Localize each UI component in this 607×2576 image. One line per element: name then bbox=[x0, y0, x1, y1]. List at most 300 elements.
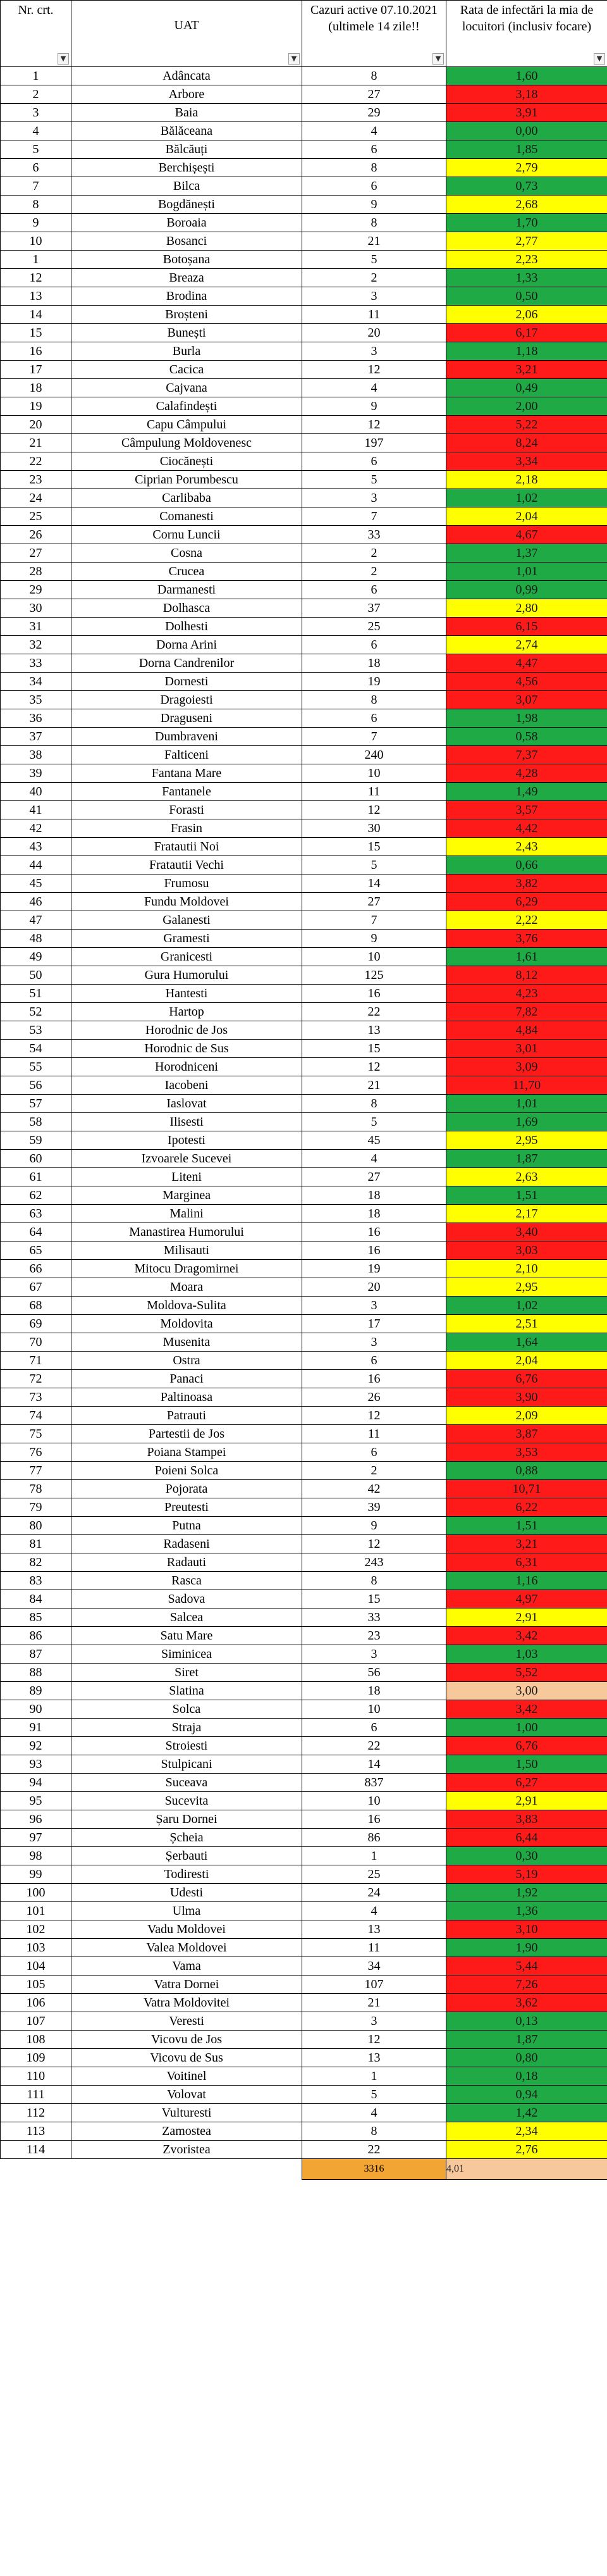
row-rata-cell[interactable]: 3,18 bbox=[446, 85, 607, 104]
row-cazuri-cell[interactable]: 5 bbox=[302, 251, 446, 269]
row-cazuri-cell[interactable]: 6 bbox=[302, 1352, 446, 1370]
row-cazuri-cell[interactable]: 4 bbox=[302, 2104, 446, 2122]
row-cazuri-cell[interactable]: 12 bbox=[302, 1535, 446, 1553]
row-rata-cell[interactable]: 3,87 bbox=[446, 1425, 607, 1443]
row-nr-cell[interactable]: 34 bbox=[1, 673, 71, 691]
row-rata-cell[interactable]: 2,74 bbox=[446, 636, 607, 654]
row-uat-cell[interactable]: Manastirea Humorului bbox=[71, 1223, 302, 1241]
row-uat-cell[interactable]: Paltinoasa bbox=[71, 1388, 302, 1407]
row-cazuri-cell[interactable]: 9 bbox=[302, 930, 446, 948]
row-uat-cell[interactable]: Stroiesti bbox=[71, 1737, 302, 1755]
row-cazuri-cell[interactable]: 8 bbox=[302, 159, 446, 177]
row-cazuri-cell[interactable]: 21 bbox=[302, 1076, 446, 1095]
row-uat-cell[interactable]: Zvoristea bbox=[71, 2141, 302, 2159]
row-nr-cell[interactable]: 71 bbox=[1, 1352, 71, 1370]
row-cazuri-cell[interactable]: 22 bbox=[302, 1737, 446, 1755]
row-uat-cell[interactable]: Cornu Luncii bbox=[71, 526, 302, 544]
row-rata-cell[interactable]: 6,31 bbox=[446, 1553, 607, 1572]
row-cazuri-cell[interactable]: 13 bbox=[302, 2049, 446, 2067]
row-nr-cell[interactable]: 3 bbox=[1, 104, 71, 122]
row-cazuri-cell[interactable]: 13 bbox=[302, 1920, 446, 1939]
row-uat-cell[interactable]: Calafindești bbox=[71, 397, 302, 416]
row-uat-cell[interactable]: Brodina bbox=[71, 287, 302, 306]
row-cazuri-cell[interactable]: 13 bbox=[302, 1021, 446, 1040]
row-nr-cell[interactable]: 61 bbox=[1, 1168, 71, 1186]
row-uat-cell[interactable]: Dornesti bbox=[71, 673, 302, 691]
row-rata-cell[interactable]: 0,18 bbox=[446, 2067, 607, 2086]
row-uat-cell[interactable]: Falticeni bbox=[71, 746, 302, 764]
row-nr-cell[interactable]: 84 bbox=[1, 1590, 71, 1608]
row-rata-cell[interactable]: 4,84 bbox=[446, 1021, 607, 1040]
row-nr-cell[interactable]: 51 bbox=[1, 985, 71, 1003]
row-uat-cell[interactable]: Arbore bbox=[71, 85, 302, 104]
row-nr-cell[interactable]: 54 bbox=[1, 1040, 71, 1058]
row-cazuri-cell[interactable]: 16 bbox=[302, 985, 446, 1003]
row-cazuri-cell[interactable]: 20 bbox=[302, 1278, 446, 1297]
row-rata-cell[interactable]: 2,34 bbox=[446, 2122, 607, 2141]
row-uat-cell[interactable]: Crucea bbox=[71, 563, 302, 581]
row-rata-cell[interactable]: 2,06 bbox=[446, 306, 607, 324]
row-uat-cell[interactable]: Partestii de Jos bbox=[71, 1425, 302, 1443]
row-uat-cell[interactable]: Satu Mare bbox=[71, 1627, 302, 1645]
row-rata-cell[interactable]: 3,90 bbox=[446, 1388, 607, 1407]
row-uat-cell[interactable]: Gura Humorului bbox=[71, 966, 302, 985]
row-rata-cell[interactable]: 3,42 bbox=[446, 1627, 607, 1645]
row-cazuri-cell[interactable]: 8 bbox=[302, 691, 446, 709]
row-cazuri-cell[interactable]: 19 bbox=[302, 673, 446, 691]
row-nr-cell[interactable]: 31 bbox=[1, 618, 71, 636]
row-rata-cell[interactable]: 5,52 bbox=[446, 1664, 607, 1682]
row-rata-cell[interactable]: 2,76 bbox=[446, 2141, 607, 2159]
row-rata-cell[interactable]: 1,02 bbox=[446, 1297, 607, 1315]
row-nr-cell[interactable]: 87 bbox=[1, 1645, 71, 1664]
row-uat-cell[interactable]: Galanesti bbox=[71, 911, 302, 930]
row-cazuri-cell[interactable]: 18 bbox=[302, 654, 446, 673]
row-cazuri-cell[interactable]: 18 bbox=[302, 1205, 446, 1223]
row-cazuri-cell[interactable]: 16 bbox=[302, 1223, 446, 1241]
row-nr-cell[interactable]: 2 bbox=[1, 85, 71, 104]
row-uat-cell[interactable]: Șcheia bbox=[71, 1829, 302, 1847]
row-nr-cell[interactable]: 38 bbox=[1, 746, 71, 764]
row-rata-cell[interactable]: 3,03 bbox=[446, 1241, 607, 1260]
row-uat-cell[interactable]: Marginea bbox=[71, 1186, 302, 1205]
row-nr-cell[interactable]: 105 bbox=[1, 1976, 71, 1994]
row-rata-cell[interactable]: 6,76 bbox=[446, 1737, 607, 1755]
row-rata-cell[interactable]: 0,50 bbox=[446, 287, 607, 306]
row-nr-cell[interactable]: 114 bbox=[1, 2141, 71, 2159]
row-cazuri-cell[interactable]: 20 bbox=[302, 324, 446, 342]
row-cazuri-cell[interactable]: 9 bbox=[302, 196, 446, 214]
row-rata-cell[interactable]: 3,42 bbox=[446, 1700, 607, 1719]
row-cazuri-cell[interactable]: 4 bbox=[302, 1150, 446, 1168]
row-cazuri-cell[interactable]: 37 bbox=[302, 599, 446, 618]
row-nr-cell[interactable]: 5 bbox=[1, 140, 71, 159]
row-cazuri-cell[interactable]: 243 bbox=[302, 1553, 446, 1572]
row-rata-cell[interactable]: 3,00 bbox=[446, 1682, 607, 1700]
row-uat-cell[interactable]: Poieni Solca bbox=[71, 1462, 302, 1480]
row-nr-cell[interactable]: 36 bbox=[1, 709, 71, 728]
row-nr-cell[interactable]: 66 bbox=[1, 1260, 71, 1278]
row-nr-cell[interactable]: 73 bbox=[1, 1388, 71, 1407]
row-uat-cell[interactable]: Moara bbox=[71, 1278, 302, 1297]
row-rata-cell[interactable]: 1,50 bbox=[446, 1755, 607, 1774]
row-uat-cell[interactable]: Liteni bbox=[71, 1168, 302, 1186]
row-nr-cell[interactable]: 102 bbox=[1, 1920, 71, 1939]
row-uat-cell[interactable]: Hantesti bbox=[71, 985, 302, 1003]
row-uat-cell[interactable]: Dorna Candrenilor bbox=[71, 654, 302, 673]
row-uat-cell[interactable]: Radaseni bbox=[71, 1535, 302, 1553]
row-nr-cell[interactable]: 67 bbox=[1, 1278, 71, 1297]
row-nr-cell[interactable]: 63 bbox=[1, 1205, 71, 1223]
row-uat-cell[interactable]: Bosanci bbox=[71, 232, 302, 251]
row-cazuri-cell[interactable]: 2 bbox=[302, 1462, 446, 1480]
row-cazuri-cell[interactable]: 3 bbox=[302, 489, 446, 507]
row-nr-cell[interactable]: 62 bbox=[1, 1186, 71, 1205]
row-cazuri-cell[interactable]: 10 bbox=[302, 1792, 446, 1810]
row-cazuri-cell[interactable]: 3 bbox=[302, 342, 446, 361]
row-rata-cell[interactable]: 2,04 bbox=[446, 507, 607, 526]
row-nr-cell[interactable]: 27 bbox=[1, 544, 71, 563]
row-uat-cell[interactable]: Burla bbox=[71, 342, 302, 361]
row-nr-cell[interactable]: 26 bbox=[1, 526, 71, 544]
row-cazuri-cell[interactable]: 7 bbox=[302, 911, 446, 930]
row-uat-cell[interactable]: Horodnic de Jos bbox=[71, 1021, 302, 1040]
row-rata-cell[interactable]: 1,18 bbox=[446, 342, 607, 361]
row-rata-cell[interactable]: 6,22 bbox=[446, 1498, 607, 1517]
row-nr-cell[interactable]: 72 bbox=[1, 1370, 71, 1388]
row-cazuri-cell[interactable]: 2 bbox=[302, 563, 446, 581]
row-nr-cell[interactable]: 10 bbox=[1, 232, 71, 251]
row-uat-cell[interactable]: Boroaia bbox=[71, 214, 302, 232]
row-rata-cell[interactable]: 2,43 bbox=[446, 838, 607, 856]
row-nr-cell[interactable]: 68 bbox=[1, 1297, 71, 1315]
row-cazuri-cell[interactable]: 3 bbox=[302, 1645, 446, 1664]
row-nr-cell[interactable]: 44 bbox=[1, 856, 71, 874]
row-uat-cell[interactable]: Panaci bbox=[71, 1370, 302, 1388]
row-cazuri-cell[interactable]: 8 bbox=[302, 1095, 446, 1113]
row-rata-cell[interactable]: 0,99 bbox=[446, 581, 607, 599]
row-cazuri-cell[interactable]: 26 bbox=[302, 1388, 446, 1407]
row-rata-cell[interactable]: 2,91 bbox=[446, 1792, 607, 1810]
row-rata-cell[interactable]: 6,44 bbox=[446, 1829, 607, 1847]
row-rata-cell[interactable]: 7,26 bbox=[446, 1976, 607, 1994]
row-rata-cell[interactable]: 1,03 bbox=[446, 1645, 607, 1664]
row-cazuri-cell[interactable]: 14 bbox=[302, 1755, 446, 1774]
row-nr-cell[interactable]: 56 bbox=[1, 1076, 71, 1095]
row-nr-cell[interactable]: 94 bbox=[1, 1774, 71, 1792]
row-rata-cell[interactable]: 4,67 bbox=[446, 526, 607, 544]
row-rata-cell[interactable]: 3,76 bbox=[446, 930, 607, 948]
row-rata-cell[interactable]: 1,51 bbox=[446, 1517, 607, 1535]
row-nr-cell[interactable]: 20 bbox=[1, 416, 71, 434]
row-cazuri-cell[interactable]: 7 bbox=[302, 728, 446, 746]
row-rata-cell[interactable]: 3,10 bbox=[446, 1920, 607, 1939]
row-uat-cell[interactable]: Ilisesti bbox=[71, 1113, 302, 1131]
row-uat-cell[interactable]: Todiresti bbox=[71, 1865, 302, 1884]
row-nr-cell[interactable]: 30 bbox=[1, 599, 71, 618]
row-uat-cell[interactable]: Bunești bbox=[71, 324, 302, 342]
row-uat-cell[interactable]: Straja bbox=[71, 1719, 302, 1737]
row-rata-cell[interactable]: 2,91 bbox=[446, 1608, 607, 1627]
row-rata-cell[interactable]: 1,02 bbox=[446, 489, 607, 507]
row-nr-cell[interactable]: 111 bbox=[1, 2086, 71, 2104]
row-uat-cell[interactable]: Moldovita bbox=[71, 1315, 302, 1333]
row-rata-cell[interactable]: 4,42 bbox=[446, 819, 607, 838]
row-rata-cell[interactable]: 0,66 bbox=[446, 856, 607, 874]
row-rata-cell[interactable]: 6,27 bbox=[446, 1774, 607, 1792]
row-cazuri-cell[interactable]: 240 bbox=[302, 746, 446, 764]
filter-dropdown-nr-icon[interactable]: ▼ bbox=[58, 53, 69, 65]
row-nr-cell[interactable]: 50 bbox=[1, 966, 71, 985]
row-nr-cell[interactable]: 19 bbox=[1, 397, 71, 416]
row-rata-cell[interactable]: 1,64 bbox=[446, 1333, 607, 1352]
row-cazuri-cell[interactable]: 12 bbox=[302, 801, 446, 819]
row-nr-cell[interactable]: 78 bbox=[1, 1480, 71, 1498]
row-uat-cell[interactable]: Valea Moldovei bbox=[71, 1939, 302, 1957]
row-uat-cell[interactable]: Dolhasca bbox=[71, 599, 302, 618]
row-cazuri-cell[interactable]: 125 bbox=[302, 966, 446, 985]
row-cazuri-cell[interactable]: 3 bbox=[302, 1333, 446, 1352]
row-cazuri-cell[interactable]: 11 bbox=[302, 1425, 446, 1443]
row-uat-cell[interactable]: Forasti bbox=[71, 801, 302, 819]
row-cazuri-cell[interactable]: 197 bbox=[302, 434, 446, 452]
row-rata-cell[interactable]: 2,51 bbox=[446, 1315, 607, 1333]
row-rata-cell[interactable]: 6,17 bbox=[446, 324, 607, 342]
row-rata-cell[interactable]: 5,19 bbox=[446, 1865, 607, 1884]
row-uat-cell[interactable]: Sucevita bbox=[71, 1792, 302, 1810]
row-cazuri-cell[interactable]: 18 bbox=[302, 1682, 446, 1700]
row-uat-cell[interactable]: Broșteni bbox=[71, 306, 302, 324]
row-rata-cell[interactable]: 6,76 bbox=[446, 1370, 607, 1388]
row-cazuri-cell[interactable]: 12 bbox=[302, 1058, 446, 1076]
row-rata-cell[interactable]: 2,00 bbox=[446, 397, 607, 416]
row-rata-cell[interactable]: 1,87 bbox=[446, 2031, 607, 2049]
row-cazuri-cell[interactable]: 3 bbox=[302, 2012, 446, 2031]
row-rata-cell[interactable]: 6,29 bbox=[446, 893, 607, 911]
row-cazuri-cell[interactable]: 6 bbox=[302, 636, 446, 654]
row-cazuri-cell[interactable]: 18 bbox=[302, 1186, 446, 1205]
row-rata-cell[interactable]: 8,12 bbox=[446, 966, 607, 985]
row-rata-cell[interactable]: 4,56 bbox=[446, 673, 607, 691]
row-nr-cell[interactable]: 82 bbox=[1, 1553, 71, 1572]
row-cazuri-cell[interactable]: 12 bbox=[302, 416, 446, 434]
row-nr-cell[interactable]: 108 bbox=[1, 2031, 71, 2049]
row-rata-cell[interactable]: 0,88 bbox=[446, 1462, 607, 1480]
row-nr-cell[interactable]: 46 bbox=[1, 893, 71, 911]
filter-dropdown-rata-icon[interactable]: ▼ bbox=[594, 53, 605, 65]
row-cazuri-cell[interactable]: 33 bbox=[302, 526, 446, 544]
row-rata-cell[interactable]: 0,94 bbox=[446, 2086, 607, 2104]
row-uat-cell[interactable]: Fantanele bbox=[71, 783, 302, 801]
row-uat-cell[interactable]: Ciocănești bbox=[71, 452, 302, 471]
row-rata-cell[interactable]: 3,91 bbox=[446, 104, 607, 122]
row-nr-cell[interactable]: 52 bbox=[1, 1003, 71, 1021]
row-cazuri-cell[interactable]: 2 bbox=[302, 544, 446, 563]
row-nr-cell[interactable]: 53 bbox=[1, 1021, 71, 1040]
row-uat-cell[interactable]: Iaslovat bbox=[71, 1095, 302, 1113]
row-nr-cell[interactable]: 81 bbox=[1, 1535, 71, 1553]
row-cazuri-cell[interactable]: 12 bbox=[302, 1407, 446, 1425]
row-uat-cell[interactable]: Vicovu de Sus bbox=[71, 2049, 302, 2067]
row-cazuri-cell[interactable]: 5 bbox=[302, 1113, 446, 1131]
row-uat-cell[interactable]: Horodnic de Sus bbox=[71, 1040, 302, 1058]
row-cazuri-cell[interactable]: 27 bbox=[302, 85, 446, 104]
row-cazuri-cell[interactable]: 22 bbox=[302, 1003, 446, 1021]
row-rata-cell[interactable]: 0,80 bbox=[446, 2049, 607, 2067]
row-uat-cell[interactable]: Bălăceana bbox=[71, 122, 302, 140]
row-cazuri-cell[interactable]: 14 bbox=[302, 874, 446, 893]
row-uat-cell[interactable]: Vadu Moldovei bbox=[71, 1920, 302, 1939]
row-uat-cell[interactable]: Horodniceni bbox=[71, 1058, 302, 1076]
row-nr-cell[interactable]: 24 bbox=[1, 489, 71, 507]
row-uat-cell[interactable]: Gramesti bbox=[71, 930, 302, 948]
row-rata-cell[interactable]: 1,60 bbox=[446, 67, 607, 85]
row-cazuri-cell[interactable]: 7 bbox=[302, 507, 446, 526]
row-cazuri-cell[interactable]: 22 bbox=[302, 2141, 446, 2159]
row-uat-cell[interactable]: Udesti bbox=[71, 1884, 302, 1902]
row-rata-cell[interactable]: 5,44 bbox=[446, 1957, 607, 1976]
row-cazuri-cell[interactable]: 1 bbox=[302, 2067, 446, 2086]
row-cazuri-cell[interactable]: 6 bbox=[302, 1719, 446, 1737]
row-nr-cell[interactable]: 74 bbox=[1, 1407, 71, 1425]
row-uat-cell[interactable]: Milisauti bbox=[71, 1241, 302, 1260]
row-nr-cell[interactable]: 93 bbox=[1, 1755, 71, 1774]
row-nr-cell[interactable]: 37 bbox=[1, 728, 71, 746]
row-rata-cell[interactable]: 2,68 bbox=[446, 196, 607, 214]
row-rata-cell[interactable]: 3,40 bbox=[446, 1223, 607, 1241]
row-uat-cell[interactable]: Șerbauti bbox=[71, 1847, 302, 1865]
row-nr-cell[interactable]: 22 bbox=[1, 452, 71, 471]
row-cazuri-cell[interactable]: 3 bbox=[302, 1297, 446, 1315]
row-uat-cell[interactable]: Dorna Arini bbox=[71, 636, 302, 654]
row-uat-cell[interactable]: Fratautii Vechi bbox=[71, 856, 302, 874]
row-nr-cell[interactable]: 89 bbox=[1, 1682, 71, 1700]
row-cazuri-cell[interactable]: 8 bbox=[302, 1572, 446, 1590]
row-rata-cell[interactable]: 1,87 bbox=[446, 1150, 607, 1168]
row-nr-cell[interactable]: 70 bbox=[1, 1333, 71, 1352]
row-uat-cell[interactable]: Frasin bbox=[71, 819, 302, 838]
row-nr-cell[interactable]: 85 bbox=[1, 1608, 71, 1627]
row-uat-cell[interactable]: Patrauti bbox=[71, 1407, 302, 1425]
row-rata-cell[interactable]: 2,77 bbox=[446, 232, 607, 251]
row-uat-cell[interactable]: Vicovu de Jos bbox=[71, 2031, 302, 2049]
row-nr-cell[interactable]: 80 bbox=[1, 1517, 71, 1535]
row-cazuri-cell[interactable]: 39 bbox=[302, 1498, 446, 1517]
row-uat-cell[interactable]: Volovat bbox=[71, 2086, 302, 2104]
row-rata-cell[interactable]: 1,51 bbox=[446, 1186, 607, 1205]
row-nr-cell[interactable]: 113 bbox=[1, 2122, 71, 2141]
row-nr-cell[interactable]: 45 bbox=[1, 874, 71, 893]
row-rata-cell[interactable]: 3,34 bbox=[446, 452, 607, 471]
row-nr-cell[interactable]: 77 bbox=[1, 1462, 71, 1480]
row-nr-cell[interactable]: 35 bbox=[1, 691, 71, 709]
row-uat-cell[interactable]: Frumosu bbox=[71, 874, 302, 893]
row-cazuri-cell[interactable]: 6 bbox=[302, 1443, 446, 1462]
row-rata-cell[interactable]: 7,82 bbox=[446, 1003, 607, 1021]
row-cazuri-cell[interactable]: 107 bbox=[302, 1976, 446, 1994]
row-cazuri-cell[interactable]: 2 bbox=[302, 269, 446, 287]
row-rata-cell[interactable]: 2,22 bbox=[446, 911, 607, 930]
row-nr-cell[interactable]: 7 bbox=[1, 177, 71, 196]
row-rata-cell[interactable]: 1,33 bbox=[446, 269, 607, 287]
row-uat-cell[interactable]: Sadova bbox=[71, 1590, 302, 1608]
total-cazuri[interactable]: 3316 bbox=[302, 2159, 446, 2180]
row-nr-cell[interactable]: 103 bbox=[1, 1939, 71, 1957]
row-cazuri-cell[interactable]: 15 bbox=[302, 1040, 446, 1058]
row-nr-cell[interactable]: 40 bbox=[1, 783, 71, 801]
row-rata-cell[interactable]: 4,47 bbox=[446, 654, 607, 673]
row-nr-cell[interactable]: 1 bbox=[1, 67, 71, 85]
row-cazuri-cell[interactable]: 6 bbox=[302, 581, 446, 599]
row-uat-cell[interactable]: Ipotesti bbox=[71, 1131, 302, 1150]
row-nr-cell[interactable]: 65 bbox=[1, 1241, 71, 1260]
row-nr-cell[interactable]: 99 bbox=[1, 1865, 71, 1884]
row-rata-cell[interactable]: 4,97 bbox=[446, 1590, 607, 1608]
row-cazuri-cell[interactable]: 11 bbox=[302, 1939, 446, 1957]
row-uat-cell[interactable]: Darmanesti bbox=[71, 581, 302, 599]
row-nr-cell[interactable]: 107 bbox=[1, 2012, 71, 2031]
row-uat-cell[interactable]: Pojorata bbox=[71, 1480, 302, 1498]
row-rata-cell[interactable]: 2,79 bbox=[446, 159, 607, 177]
row-cazuri-cell[interactable]: 11 bbox=[302, 306, 446, 324]
row-cazuri-cell[interactable]: 23 bbox=[302, 1627, 446, 1645]
row-rata-cell[interactable]: 7,37 bbox=[446, 746, 607, 764]
row-nr-cell[interactable]: 6 bbox=[1, 159, 71, 177]
row-nr-cell[interactable]: 97 bbox=[1, 1829, 71, 1847]
row-cazuri-cell[interactable]: 6 bbox=[302, 452, 446, 471]
row-uat-cell[interactable]: Musenita bbox=[71, 1333, 302, 1352]
row-rata-cell[interactable]: 10,71 bbox=[446, 1480, 607, 1498]
row-cazuri-cell[interactable]: 24 bbox=[302, 1884, 446, 1902]
row-uat-cell[interactable]: Vatra Moldovitei bbox=[71, 1994, 302, 2012]
row-uat-cell[interactable]: Siret bbox=[71, 1664, 302, 1682]
row-uat-cell[interactable]: Putna bbox=[71, 1517, 302, 1535]
row-rata-cell[interactable]: 1,16 bbox=[446, 1572, 607, 1590]
row-uat-cell[interactable]: Baia bbox=[71, 104, 302, 122]
row-nr-cell[interactable]: 57 bbox=[1, 1095, 71, 1113]
row-uat-cell[interactable]: Carlibaba bbox=[71, 489, 302, 507]
row-cazuri-cell[interactable]: 10 bbox=[302, 764, 446, 783]
row-uat-cell[interactable]: Draguseni bbox=[71, 709, 302, 728]
row-cazuri-cell[interactable]: 33 bbox=[302, 1608, 446, 1627]
row-nr-cell[interactable]: 8 bbox=[1, 196, 71, 214]
row-rata-cell[interactable]: 1,01 bbox=[446, 563, 607, 581]
row-nr-cell[interactable]: 13 bbox=[1, 287, 71, 306]
row-uat-cell[interactable]: Rasca bbox=[71, 1572, 302, 1590]
row-uat-cell[interactable]: Fundu Moldovei bbox=[71, 893, 302, 911]
row-nr-cell[interactable]: 100 bbox=[1, 1884, 71, 1902]
row-rata-cell[interactable]: 3,09 bbox=[446, 1058, 607, 1076]
row-nr-cell[interactable]: 75 bbox=[1, 1425, 71, 1443]
row-nr-cell[interactable]: 23 bbox=[1, 471, 71, 489]
row-cazuri-cell[interactable]: 42 bbox=[302, 1480, 446, 1498]
row-nr-cell[interactable]: 42 bbox=[1, 819, 71, 838]
row-uat-cell[interactable]: Vulturesti bbox=[71, 2104, 302, 2122]
row-rata-cell[interactable]: 1,98 bbox=[446, 709, 607, 728]
row-nr-cell[interactable]: 29 bbox=[1, 581, 71, 599]
row-nr-cell[interactable]: 41 bbox=[1, 801, 71, 819]
row-cazuri-cell[interactable]: 86 bbox=[302, 1829, 446, 1847]
row-cazuri-cell[interactable]: 6 bbox=[302, 140, 446, 159]
row-rata-cell[interactable]: 2,18 bbox=[446, 471, 607, 489]
row-nr-cell[interactable]: 92 bbox=[1, 1737, 71, 1755]
row-cazuri-cell[interactable]: 19 bbox=[302, 1260, 446, 1278]
row-uat-cell[interactable]: Dumbraveni bbox=[71, 728, 302, 746]
row-uat-cell[interactable]: Izvoarele Sucevei bbox=[71, 1150, 302, 1168]
row-nr-cell[interactable]: 39 bbox=[1, 764, 71, 783]
row-uat-cell[interactable]: Salcea bbox=[71, 1608, 302, 1627]
row-nr-cell[interactable]: 90 bbox=[1, 1700, 71, 1719]
